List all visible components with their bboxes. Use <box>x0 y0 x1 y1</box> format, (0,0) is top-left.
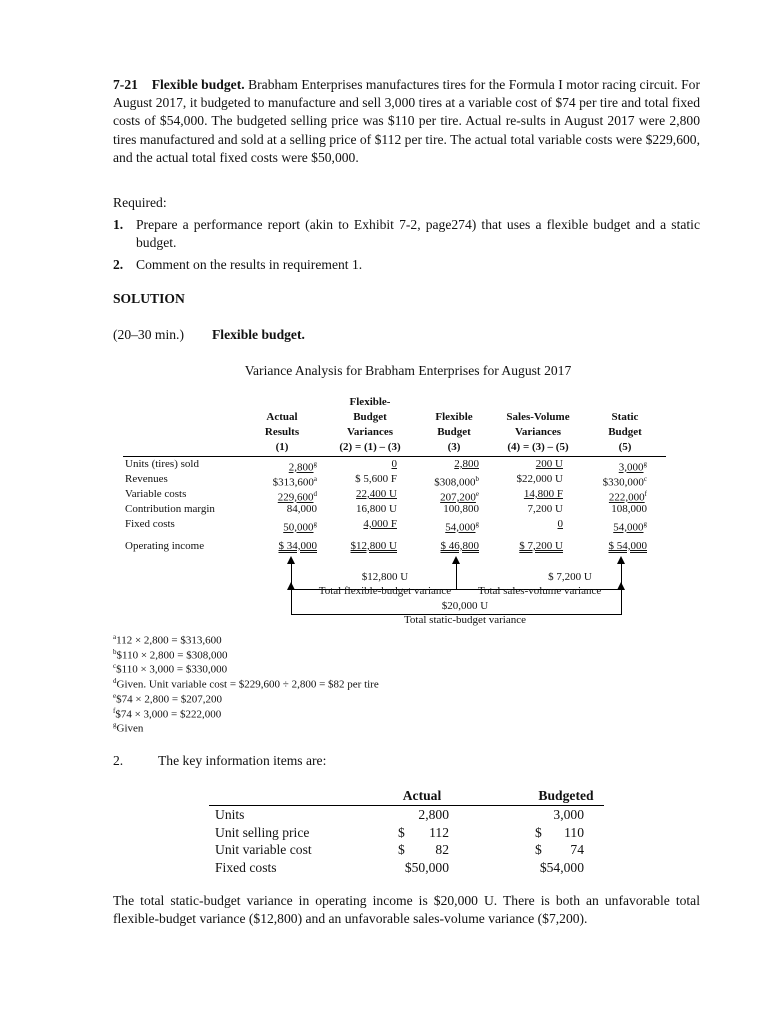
key-row-actual-symbol: $ <box>398 842 405 858</box>
column-header-line: Budget <box>353 411 387 423</box>
table-cell-value: 0 <box>391 458 397 470</box>
static-total-value: $20,000 U <box>441 600 489 612</box>
column-header-line: (5) <box>618 441 632 453</box>
table-cell-value: 207,200 <box>440 491 476 504</box>
footnote-text: Given. Unit variable cost = $229,600 ÷ 2,800 = $82 per tire <box>116 678 379 691</box>
column-header-budgeted: Budgeted <box>538 788 594 803</box>
footnote-mark: e <box>475 490 479 498</box>
key-row-actual: 2,800 <box>418 807 449 822</box>
required-heading: Required: <box>113 195 167 210</box>
table-cell <box>483 487 563 502</box>
table-cell <box>483 457 563 472</box>
footnote-text: 112 × 2,800 = $313,600 <box>116 634 222 647</box>
sales-total-value: $ 7,200 U <box>548 571 592 583</box>
solution-topic: Flexible budget. <box>212 327 305 342</box>
table-cell <box>483 502 563 517</box>
table-cell <box>317 487 397 502</box>
table-cell <box>237 502 317 517</box>
table-cell <box>399 517 479 536</box>
footnote-mark: b <box>475 475 479 483</box>
table-cell-value: 14,800 F <box>523 488 563 500</box>
column-header-line: Variances <box>346 426 394 438</box>
column-header-line: (1) <box>275 441 289 453</box>
key-row-budgeted: 3,000 <box>553 807 584 822</box>
table-cell <box>399 539 479 554</box>
arrow-static-head <box>617 556 625 564</box>
table-row-label: Units (tires) sold <box>125 458 199 470</box>
table-cell <box>399 457 479 472</box>
footnote <box>113 718 143 737</box>
key-row-label: Fixed costs <box>215 860 277 876</box>
table-cell-value: 100,800 <box>443 503 479 515</box>
column-header-line: Budget <box>437 426 471 438</box>
footnote-mark: e <box>113 691 117 700</box>
column-header-line: (3) <box>447 441 461 453</box>
key-row-budgeted: 74 <box>570 842 584 858</box>
column-header-line: (4) = (3) – (5) <box>507 441 569 453</box>
column-header-line: Budget <box>608 426 642 438</box>
table-cell <box>567 517 647 536</box>
table-cell <box>567 539 647 554</box>
conclusion-paragraph: The total static-budget variance in operating income is $20,000 U. There is both an unfavorable total flexible-budget variance ($12,800) and an unfavorable sales-volume variance ($7,200). <box>113 893 700 927</box>
static-total-label: Total static-budget variance <box>403 614 526 626</box>
table-cell-value: $313,600 <box>272 476 314 489</box>
column-header-line: Actual <box>266 411 298 423</box>
column-header-line: Results <box>264 426 300 438</box>
key-row-label: Units <box>215 807 245 822</box>
table-cell <box>483 472 563 487</box>
footnote-text: $110 × 3,000 = $330,000 <box>116 664 228 677</box>
table-cell-value: 222,000 <box>608 491 645 504</box>
table-cell <box>317 457 397 472</box>
table-cell-value: 4,000 F <box>363 518 397 530</box>
table-cell-value: $ 54,000 <box>608 540 647 552</box>
table-cell <box>237 517 317 536</box>
footnote-mark: c <box>643 475 647 483</box>
required-item-2-text: Comment on the results in requirement 1. <box>136 257 363 272</box>
bracket-right-down <box>621 589 622 615</box>
key-row-actual: $50,000 <box>404 860 449 876</box>
variance-table-title: Variance Analysis for Brabham Enterprises for August 2017 <box>244 363 572 378</box>
key-row-budget-symbol: $ <box>535 842 542 858</box>
table-cell-value: $ 7,200 U <box>519 540 563 552</box>
part2-intro: The key information items are: <box>158 753 327 768</box>
column-header-line: Variances <box>514 426 562 438</box>
table-cell <box>317 517 397 532</box>
table-cell-value: 2,800 <box>288 461 314 474</box>
column-header-line: (2) = (1) – (3) <box>339 441 401 453</box>
sales-total-label: Total sales-volume variance <box>478 585 602 597</box>
key-row-budget-symbol: $ <box>535 824 542 840</box>
footnote-text: $74 × 2,800 = $207,200 <box>116 693 223 706</box>
required-item-1-number: 1. <box>113 217 124 232</box>
footnote-mark: a <box>313 475 317 483</box>
footnote-mark: b <box>113 647 117 656</box>
key-row-label: Unit selling price <box>215 824 310 840</box>
footnote-text: $110 × 2,800 = $308,000 <box>116 649 228 662</box>
table-cell-value: $ 46,800 <box>440 540 479 552</box>
column-header-line: Static <box>611 411 639 423</box>
solution-heading: SOLUTION <box>113 291 185 306</box>
table-cell <box>483 517 563 532</box>
flex-total-label: Total flexible-budget variance <box>318 585 452 597</box>
column-header-actual: Actual <box>402 788 442 803</box>
footnote-mark: g <box>313 520 317 528</box>
table-cell <box>317 472 397 487</box>
solution-time: (20–30 min.) <box>113 327 184 342</box>
problem-text: Brabham Enterprises manufactures tires for the Formula I motor racing circuit. For August 2017, it budgeted to manufacture and sell 3,000 tires at a variable cost of $74 per tire and total fixed costs of $54,000. The budgeted selling price was $110 per tire. Actual re-sults in August 2017 were 2,800 tires manufactured and sold at a selling price of $112 per tire. The actual total variable costs were $229,600, and the actual total fixed costs were $50,000. <box>113 77 700 165</box>
footnote-mark: c <box>113 662 117 671</box>
arrow-actual-head <box>287 556 295 564</box>
bracket-left-arrow <box>287 582 295 590</box>
footnote-mark: f <box>113 706 116 715</box>
flex-total-value: $12,800 U <box>361 571 409 583</box>
table-cell-value: $22,000 U <box>516 473 563 485</box>
table-cell-value: 84,000 <box>286 503 317 515</box>
footnote-mark: g <box>643 460 647 468</box>
bracket-left-down <box>291 589 292 615</box>
table-cell <box>399 502 479 517</box>
footnote-mark: d <box>113 677 117 686</box>
footnote-text: Given <box>116 722 144 735</box>
table-cell-value: 200 U <box>535 458 563 470</box>
footnote-text: $74 × 3,000 = $222,000 <box>115 708 222 721</box>
table-cell-value: $ 5,600 F <box>355 473 397 485</box>
table-cell-value: 22,400 U <box>356 488 397 500</box>
table-cell-value: 7,200 U <box>527 503 563 515</box>
table-cell-value: 16,800 U <box>356 503 397 515</box>
table-cell <box>237 539 317 554</box>
bracket-right-arrow <box>617 582 625 590</box>
table-cell-value: 54,000 <box>613 521 644 534</box>
table-cell-value: $308,000 <box>434 476 476 489</box>
arrow-flexible-head <box>452 556 460 564</box>
table-cell <box>317 539 397 554</box>
table-row-label: Contribution margin <box>125 503 215 515</box>
key-row-budgeted: $54,000 <box>539 860 584 876</box>
column-header-line: Flexible <box>435 411 473 423</box>
column-header-line: Flexible- <box>349 396 391 408</box>
table-cell <box>483 539 563 554</box>
table-cell <box>317 502 397 517</box>
table-row-label: Variable costs <box>125 488 187 500</box>
table-cell-value: 229,600 <box>277 491 314 504</box>
footnote-mark: g <box>475 520 479 528</box>
table-cell-value: $ 34,000 <box>278 540 317 552</box>
key-row-label: Unit variable cost <box>215 842 312 858</box>
table-cell-value: 50,000 <box>283 521 314 534</box>
table-cell-value: 3,000 <box>618 461 644 474</box>
column-header-line: Sales-Volume <box>506 411 570 423</box>
key-row-actual: 82 <box>435 842 449 858</box>
part2-number: 2. <box>113 753 124 768</box>
table-row-label: Revenues <box>125 473 168 485</box>
table-cell-value: 2,800 <box>454 458 479 470</box>
table-cell-value: $12,800 U <box>350 540 397 552</box>
key-row-budgeted: 110 <box>564 824 584 840</box>
problem-paragraph <box>113 76 700 167</box>
footnote-mark: d <box>313 490 317 498</box>
table-cell-value: 0 <box>557 518 563 530</box>
key-table-rule <box>209 805 604 806</box>
problem-number: 7-21 <box>113 77 138 92</box>
table-row-label: Fixed costs <box>125 518 175 530</box>
footnote-mark: g <box>643 520 647 528</box>
footnote-mark: g <box>313 460 317 468</box>
table-cell-value: 54,000 <box>445 521 476 534</box>
footnote-mark: a <box>113 633 117 641</box>
table-cell-value: 108,000 <box>611 503 647 515</box>
footnote-mark: g <box>113 721 117 730</box>
footnote-mark: f <box>644 490 647 498</box>
table-cell-value: $330,000 <box>602 476 644 489</box>
required-item-1-text: Prepare a performance report (akin to Exhibit 7-2, page274) that uses a flexible budget and a static budget. <box>136 217 700 251</box>
key-row-actual-symbol: $ <box>398 824 405 840</box>
table-cell <box>567 502 647 517</box>
table-row-label: Operating income <box>125 540 205 552</box>
key-row-actual: 112 <box>429 824 449 840</box>
required-item-2-number: 2. <box>113 257 124 272</box>
problem-title: Flexible budget. <box>151 77 245 92</box>
